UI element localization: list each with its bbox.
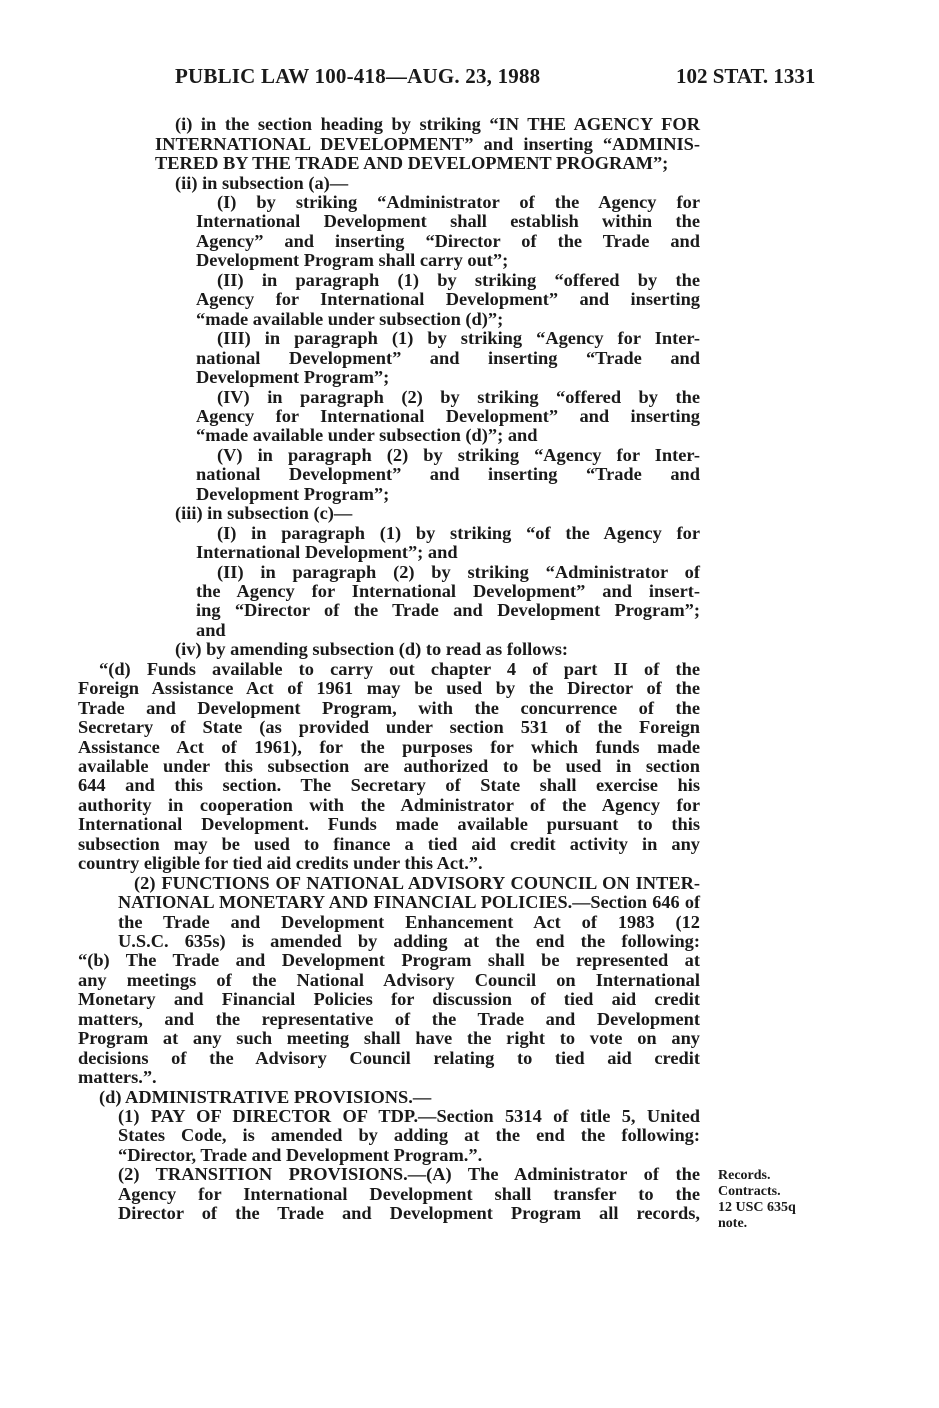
- text-line: (iv) by amending subsection (d) to read as follows:: [175, 639, 569, 659]
- text-line: (III) in paragraph (1) by striking “Agency for Inter-: [217, 328, 700, 348]
- text-line: national Development” and inserting “Trade and: [196, 464, 700, 484]
- text-line: (i) in the section heading by striking “IN THE AGENCY FOR: [175, 114, 700, 134]
- text-line: Trade and Development Program, with the concurrence of the: [78, 698, 700, 718]
- text-line: International Development. Funds made available pursuant to this: [78, 814, 700, 834]
- text-line: the Trade and Development Enhancement Act of 1983 (12: [118, 912, 700, 932]
- text-line: (IV) in paragraph (2) by striking “offered by the: [217, 387, 700, 407]
- text-line: available under this subsection are authorized to be used in section: [78, 756, 700, 776]
- text-line: Monetary and Financial Policies for discussion of tied aid credit: [78, 989, 700, 1009]
- text-line: Foreign Assistance Act of 1961 may be used by the Director of the: [78, 678, 700, 698]
- text-line: (2) FUNCTIONS OF NATIONAL ADVISORY COUNCIL ON INTER-: [134, 873, 700, 893]
- text-line: (I) in paragraph (1) by striking “of the Agency for: [217, 523, 700, 543]
- text-line: Agency” and inserting “Director of the Trade and: [196, 231, 700, 251]
- text-line: matters, and the representative of the Trade and Development: [78, 1009, 700, 1029]
- text-line: the Agency for International Development” and insert-: [196, 581, 700, 601]
- text-line: INTERNATIONAL DEVELOPMENT” and inserting “ADMINIS-: [155, 134, 700, 154]
- text-line: (2) TRANSITION PROVISIONS.—(A) The Administrator of the: [118, 1164, 700, 1184]
- text-line: “made available under subsection (d)”; and: [196, 425, 538, 445]
- text-line: (I) by striking “Administrator of the Agency for: [217, 192, 700, 212]
- text-line: (II) in paragraph (2) by striking “Administrator of: [217, 562, 700, 582]
- margin-note-contracts: Contracts.: [718, 1184, 781, 1199]
- text-line: national Development” and inserting “Trade and: [196, 348, 700, 368]
- text-line: Agency for International Development” and inserting: [196, 289, 700, 309]
- text-line: International Development”; and: [196, 542, 458, 562]
- text-line: 644 and this section. The Secretary of State shall exercise his: [78, 775, 700, 795]
- text-line: (1) PAY OF DIRECTOR OF TDP.—Section 5314 of title 5, United: [118, 1106, 700, 1126]
- text-line: matters.”.: [78, 1067, 157, 1087]
- text-line: “(b) The Trade and Development Program shall be represented at: [78, 950, 700, 970]
- text-line: “Director, Trade and Development Program.”.: [118, 1145, 483, 1165]
- text-line: International Development shall establish within the: [196, 211, 700, 231]
- text-line: Development Program”;: [196, 484, 390, 504]
- text-line: (d) ADMINISTRATIVE PROVISIONS.—: [99, 1087, 432, 1107]
- text-line: U.S.C. 635s) is amended by adding at the end the following:: [118, 931, 700, 951]
- text-line: Development Program”;: [196, 367, 390, 387]
- text-line: “(d) Funds available to carry out chapter 4 of part II of the: [99, 659, 700, 679]
- text-line: NATIONAL MONETARY AND FINANCIAL POLICIES.—Section 646 of: [118, 892, 700, 912]
- running-head: PUBLIC LAW 100-418—AUG. 23, 1988: [175, 64, 541, 88]
- text-line: (II) in paragraph (1) by striking “offered by the: [217, 270, 700, 290]
- margin-note-records: Records.: [718, 1168, 771, 1183]
- text-line: Director of the Trade and Development Program all records,: [118, 1203, 700, 1223]
- statute-page-number: 102 STAT. 1331: [676, 64, 816, 88]
- text-line: States Code, is amended by adding at the end the following:: [118, 1125, 700, 1145]
- text-line: Program at any such meeting shall have the right to vote on any: [78, 1028, 700, 1048]
- text-line: any meetings of the National Advisory Council on International: [78, 970, 700, 990]
- text-line: (V) in paragraph (2) by striking “Agency for Inter-: [217, 445, 700, 465]
- text-line: Secretary of State (as provided under section 531 of the Foreign: [78, 717, 700, 737]
- text-line: country eligible for tied aid credits under this Act.”.: [78, 853, 483, 873]
- margin-note-note: note.: [718, 1216, 748, 1231]
- text-line: authority in cooperation with the Administrator of the Agency for: [78, 795, 700, 815]
- text-line: Development Program shall carry out”;: [196, 250, 509, 270]
- text-line: and: [196, 620, 226, 640]
- text-line: subsection may be used to finance a tied aid credit activity in any: [78, 834, 700, 854]
- text-line: TERED BY THE TRADE AND DEVELOPMENT PROGRAM”;: [155, 153, 669, 173]
- text-line: decisions of the Advisory Council relating to tied aid credit: [78, 1048, 700, 1068]
- text-line: “made available under subsection (d)”;: [196, 309, 504, 329]
- text-line: (ii) in subsection (a)—: [175, 173, 349, 193]
- text-line: (iii) in subsection (c)—: [175, 503, 353, 523]
- text-line: ing “Director of the Trade and Development Program”;: [196, 600, 700, 620]
- text-line: Agency for International Development” and inserting: [196, 406, 700, 426]
- margin-note-usc: 12 USC 635q: [718, 1200, 796, 1215]
- text-line: Agency for International Development shall transfer to the: [118, 1184, 700, 1204]
- text-line: Assistance Act of 1961), for the purposes for which funds made: [78, 737, 700, 757]
